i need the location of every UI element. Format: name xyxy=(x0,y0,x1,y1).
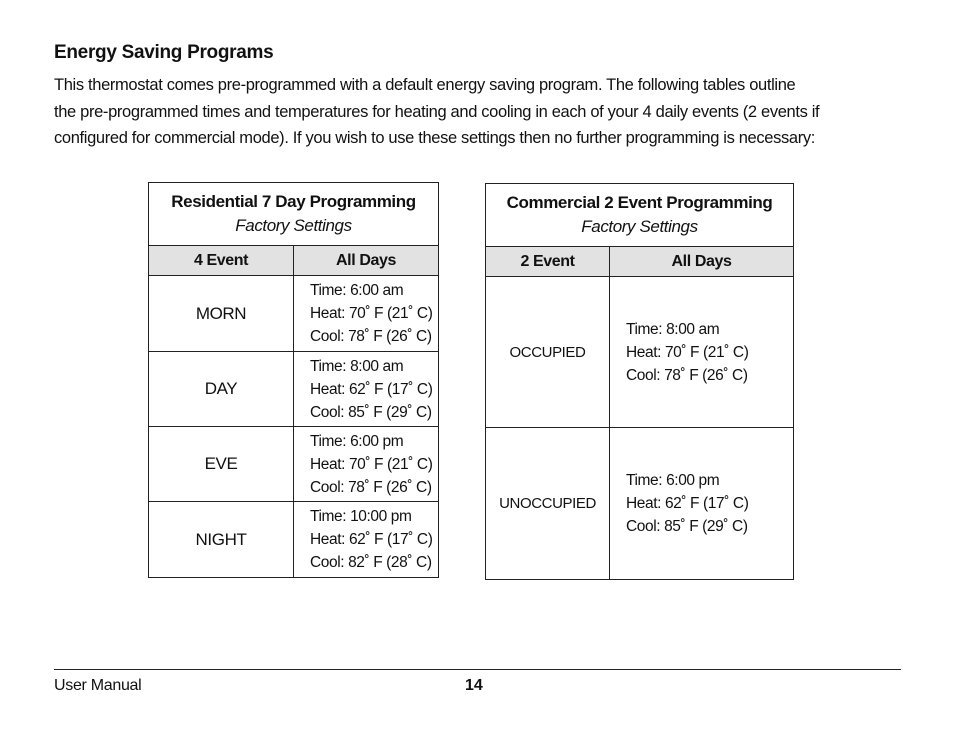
setting-cool: Cool: 78˚ F (26˚ C) xyxy=(626,366,748,384)
page-number: 14 xyxy=(465,677,483,694)
event-name: EVE xyxy=(149,427,294,502)
setting-time: Time: 6:00 pm xyxy=(626,472,720,489)
setting-heat: Heat: 62˚ F (17˚ C) xyxy=(310,380,433,398)
setting-heat: Heat: 62˚ F (17˚ C) xyxy=(626,495,749,512)
setting-cool: Cool: 85˚ F (29˚ C) xyxy=(626,518,748,535)
setting-time: Time: 6:00 am xyxy=(310,282,404,299)
event-settings xyxy=(294,276,439,352)
table-row xyxy=(149,502,439,578)
intro-line: This thermostat comes pre-programmed with a default energy saving program. The following tables outline xyxy=(54,76,796,94)
setting-heat: Heat: 62˚ F (17˚ C) xyxy=(310,531,433,548)
column-header-days: All Days xyxy=(610,247,794,277)
intro-line: the pre-programmed times and temperatures for heating and cooling in each of your 4 daily events (2 events if xyxy=(54,102,820,121)
setting-cool: Cool: 78˚ F (26˚ C) xyxy=(310,328,432,345)
table-row xyxy=(486,277,794,428)
event-settings xyxy=(610,277,794,428)
event-name: UNOCCUPIED xyxy=(486,428,610,580)
table-title-cell xyxy=(149,183,439,246)
setting-time: Time: 6:00 pm xyxy=(310,432,404,450)
commercial-programming-table xyxy=(485,183,794,580)
footer-divider xyxy=(54,669,901,670)
setting-cool: Cool: 78˚ F (26˚ C) xyxy=(310,478,432,496)
event-settings xyxy=(294,502,439,578)
intro-paragraph xyxy=(54,72,894,152)
setting-time: Time: 8:00 am xyxy=(310,357,404,375)
event-name: MORN xyxy=(149,276,294,352)
column-header-event: 4 Event xyxy=(149,246,294,276)
setting-cool: Cool: 85˚ F (29˚ C) xyxy=(310,403,432,421)
section-heading: Energy Saving Programs xyxy=(54,42,274,63)
column-header-days: All Days xyxy=(294,246,439,276)
table-row xyxy=(149,427,439,502)
table-subtitle: Factory Settings xyxy=(235,216,352,235)
event-name: DAY xyxy=(149,352,294,427)
residential-programming-table xyxy=(148,182,439,578)
table-subtitle: Factory Settings xyxy=(581,217,698,236)
setting-heat: Heat: 70˚ F (21˚ C) xyxy=(626,343,749,361)
table-title-cell xyxy=(486,184,794,247)
setting-time: Time: 10:00 pm xyxy=(310,508,412,525)
event-settings xyxy=(294,352,439,427)
setting-heat: Heat: 70˚ F (21˚ C) xyxy=(310,305,433,322)
table-title: Residential 7 Day Programming xyxy=(171,192,416,211)
table-row xyxy=(486,428,794,580)
event-settings xyxy=(294,427,439,502)
intro-line: configured for commercial mode). If you wish to use these settings then no further programming is necessary: xyxy=(54,129,815,147)
column-header-event: 2 Event xyxy=(486,247,610,277)
table-title: Commercial 2 Event Programming xyxy=(506,193,773,212)
setting-time: Time: 8:00 am xyxy=(626,320,720,338)
event-settings xyxy=(610,428,794,580)
table-row xyxy=(149,352,439,427)
setting-cool: Cool: 82˚ F (28˚ C) xyxy=(310,554,432,571)
event-name: OCCUPIED xyxy=(486,277,610,428)
footer-manual-label: User Manual xyxy=(54,677,142,694)
table-row xyxy=(149,276,439,352)
setting-heat: Heat: 70˚ F (21˚ C) xyxy=(310,455,433,473)
event-name: NIGHT xyxy=(149,502,294,578)
